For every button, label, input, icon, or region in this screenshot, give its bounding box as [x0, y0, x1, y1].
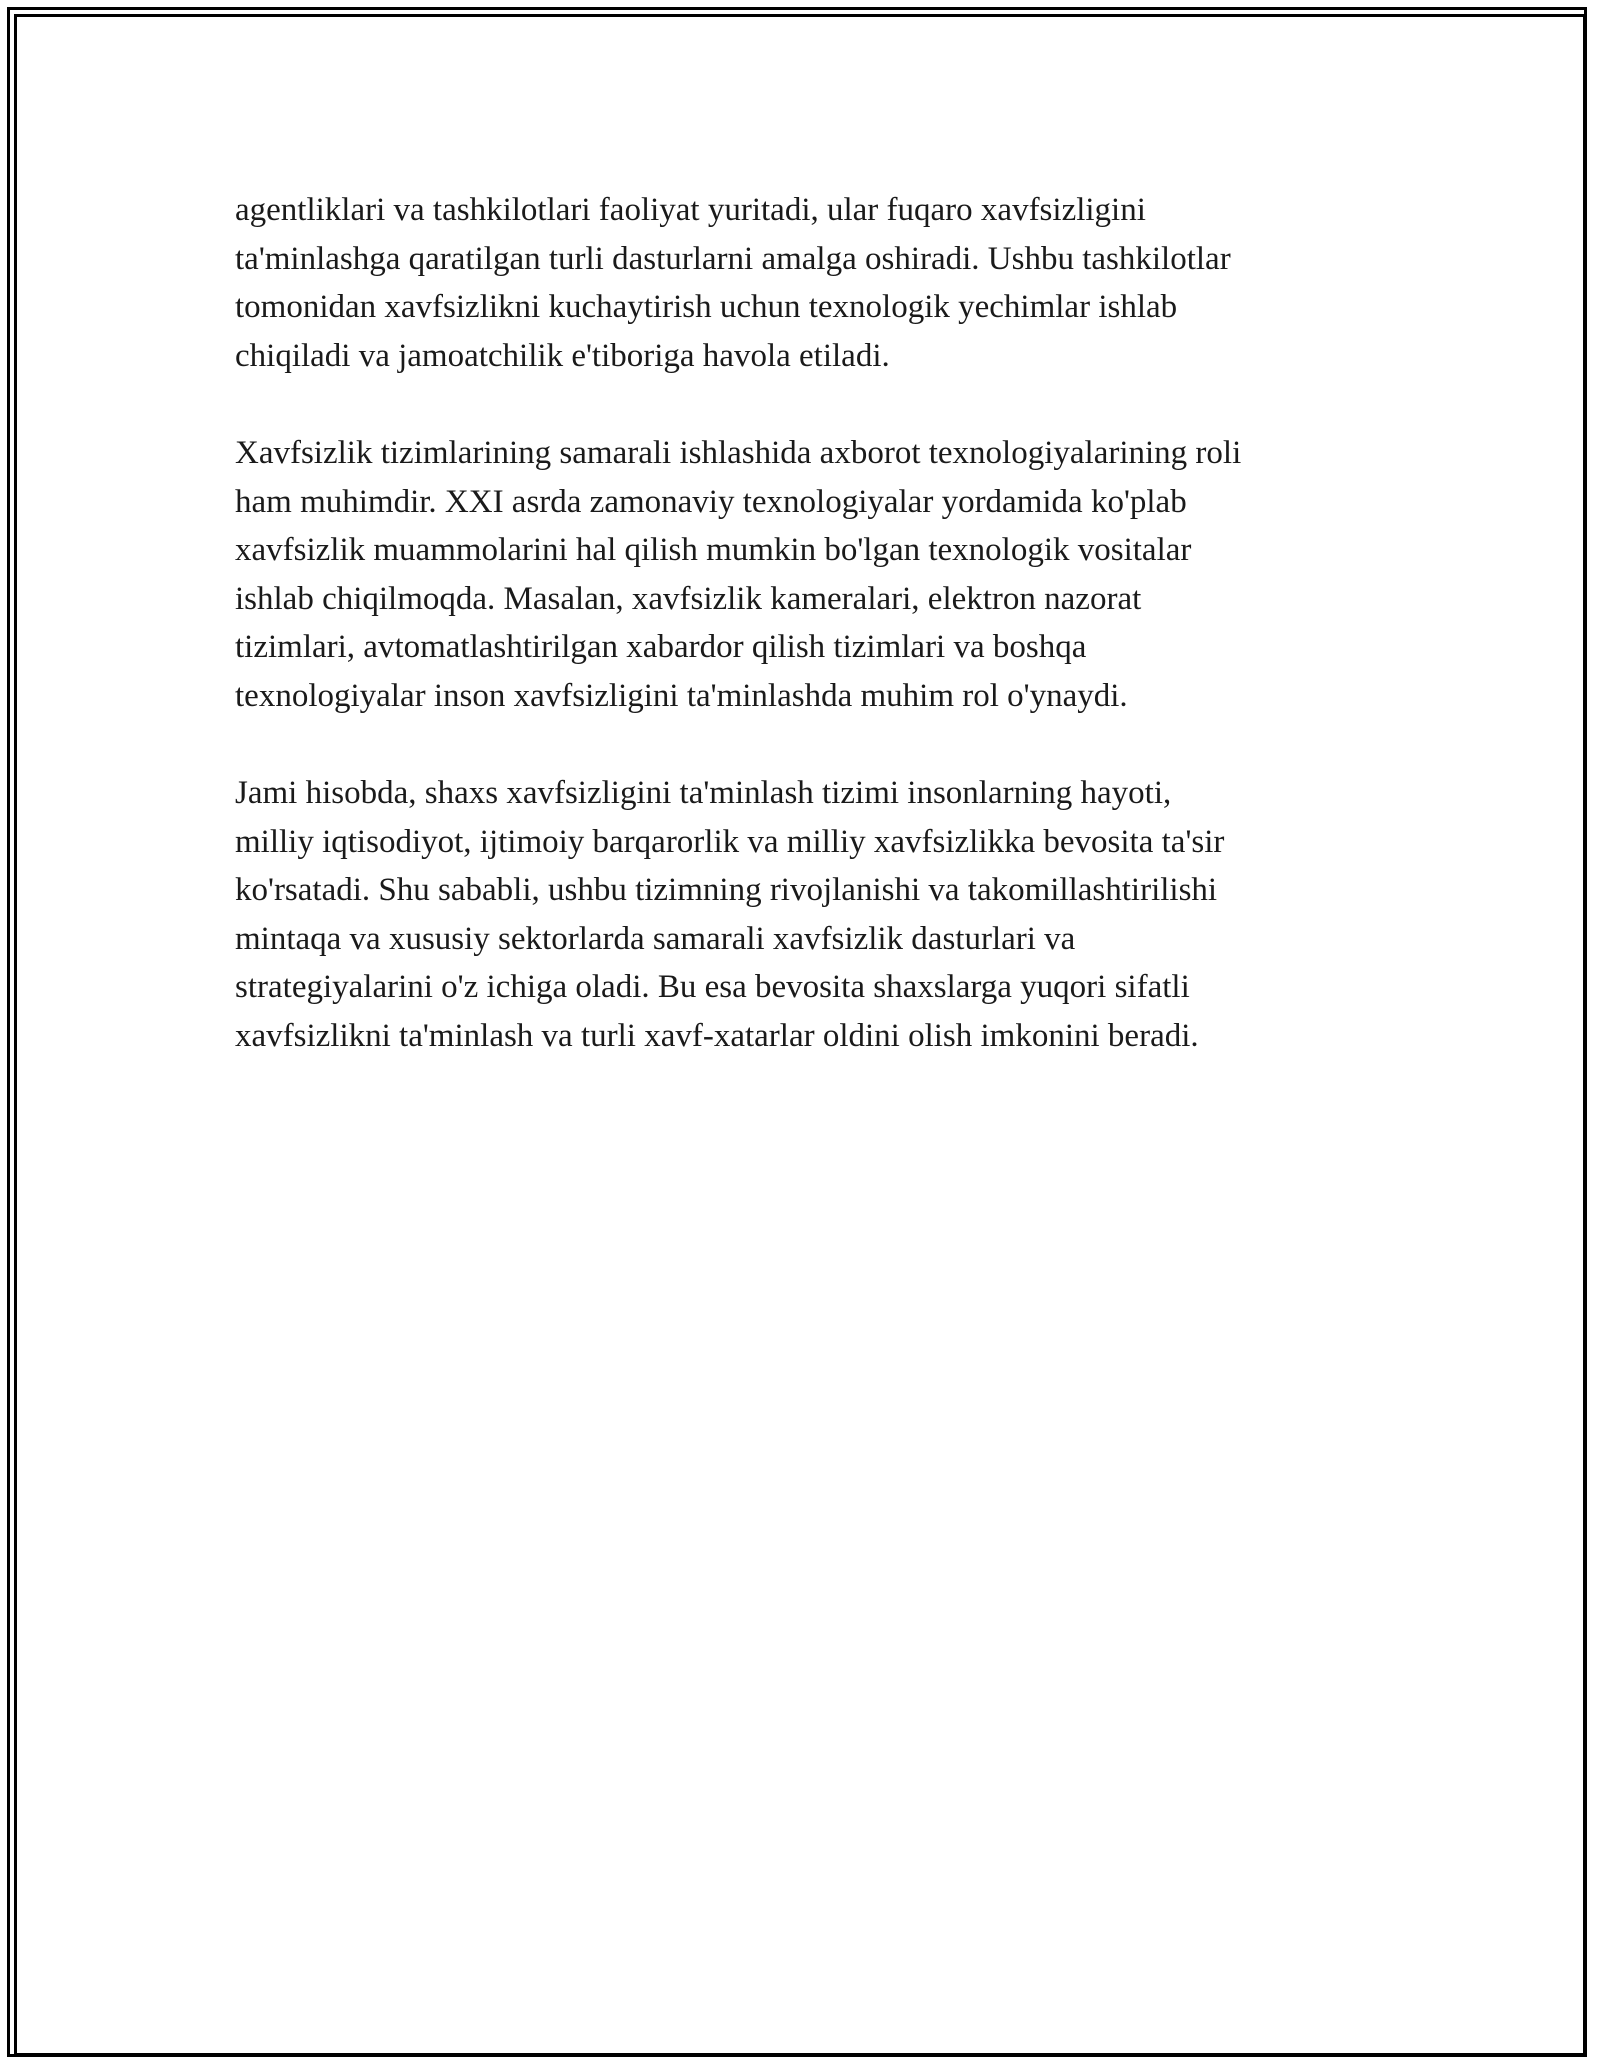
- document-body: [235, 186, 1375, 1109]
- paragraph-2: Xavfsizlik tizimlarining samarali ishlashida axborot texnologiyalarining roli ham muhimdir. XXI asrda zamonaviy texnologiyalar yordamida ko'plab xavfsizlik muammolarini hal qilish mumkin bo'lgan texnologik vositalar ishlab chiqilmoqda. Masalan, xavfsizlik kameralari, elektron nazorat tizimlari, avtomatlashtirilgan xabardor qilish tizimlari va boshqa texnologiyalar inson xavfsizligini ta'minlashda muhim rol o'ynaydi.: [235, 435, 1242, 714]
- paragraph-3: Jami hisobda, shaxs xavfsizligini ta'minlash tizimi insonlarning hayoti, milliy iqtisodiyot, ijtimoiy barqarorlik va milliy xavfsizlikka bevosita ta'sir ko'rsatadi. Shu sababli, ushbu tizimning rivojlanishi va takomillashtirilishi mintaqa va xususiy sektorlarda samarali xavfsizlik dasturlari va strategiyalarini o'z ichiga oladi. Bu esa bevosita shaxslarga yuqori sifatli xavfsizlikni ta'minlash va turli xavf-xatarlar oldini olish imkonini beradi.: [235, 775, 1225, 1054]
- paragraph-1: agentliklari va tashkilotlari faoliyat yuritadi, ular fuqaro xavfsizligini ta'minlashga qaratilgan turli dasturlarni amalga oshiradi. Ushbu tashkilotlar tomonidan xavfsizlikni kuchaytirish uchun texnologik yechimlar ishlab chiqiladi va jamoatchilik e'tiboriga havola etiladi.: [235, 192, 1231, 374]
